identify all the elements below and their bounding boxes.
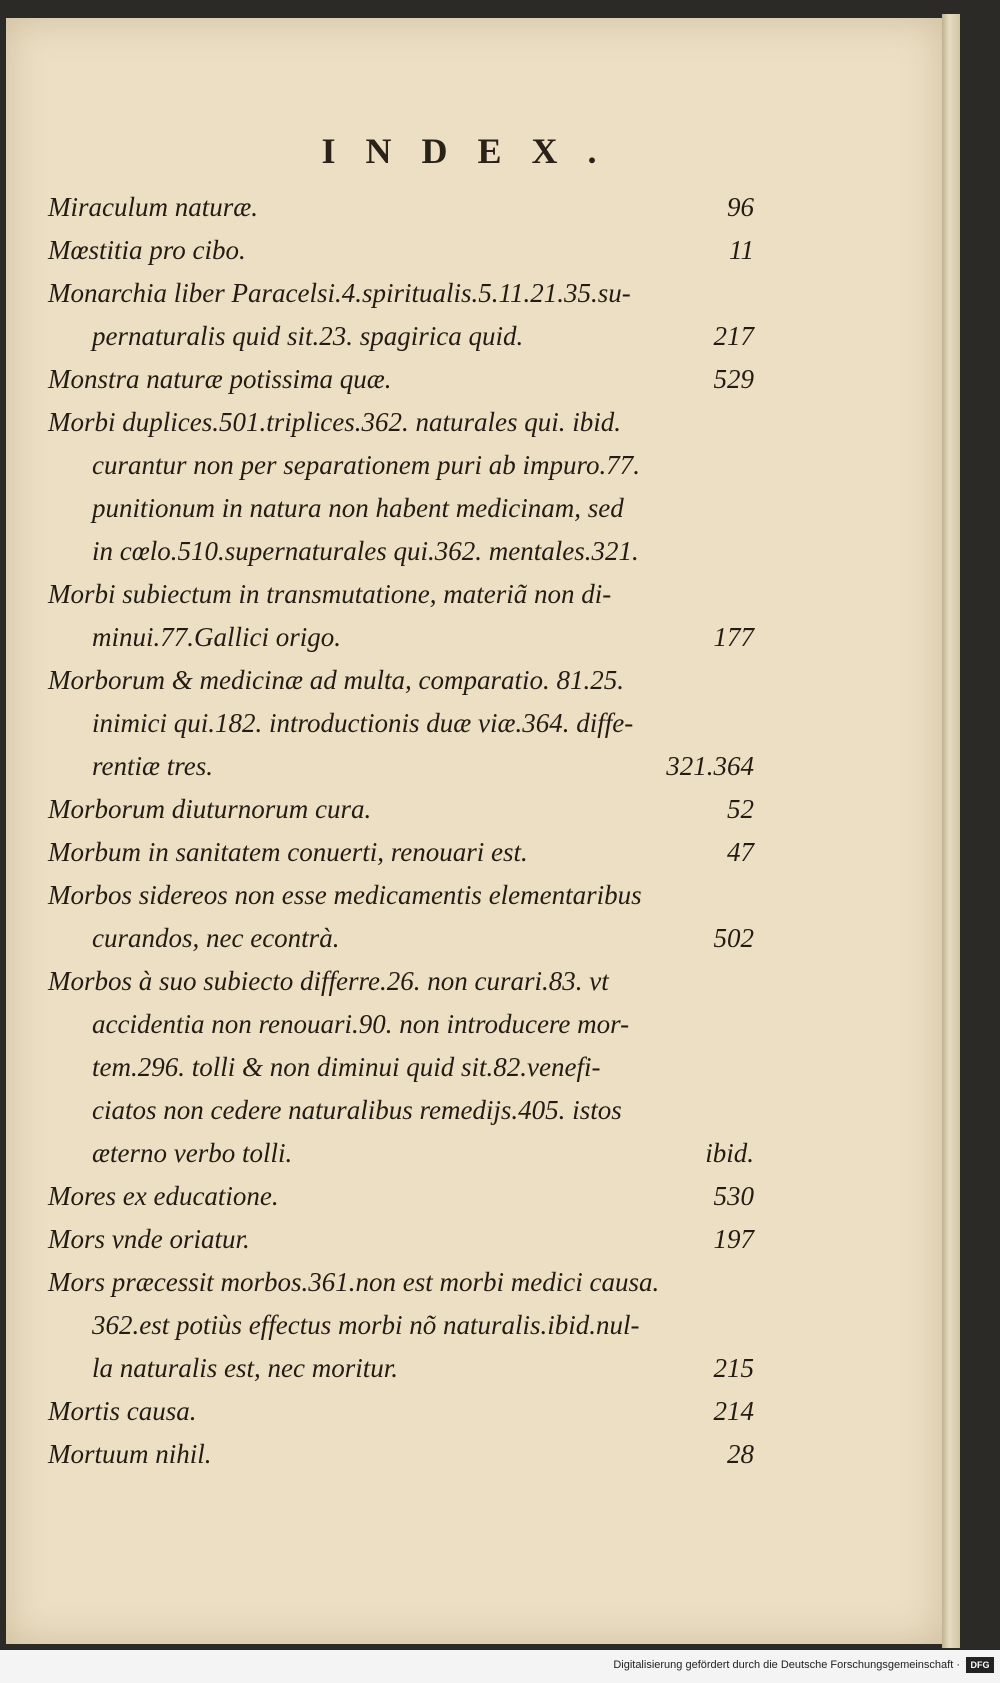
footer-credit: Digitalisierung gefördert durch die Deutsche Forschungsgemeinschaft · bbox=[613, 1659, 960, 1671]
index-line bbox=[48, 315, 754, 358]
page-reference: 529 bbox=[713, 364, 754, 394]
index-text: Miraculum naturæ. bbox=[48, 192, 259, 222]
index-text: Mortuum nihil. bbox=[48, 1439, 212, 1469]
page-reference: 530 bbox=[713, 1181, 754, 1211]
index-entry bbox=[48, 186, 754, 229]
index-text: pernaturalis quid sit.23. spagirica quid. bbox=[92, 321, 524, 351]
index-entry bbox=[48, 1390, 754, 1433]
index-text: curandos, nec econtrà. bbox=[92, 923, 340, 953]
index-text: ciatos non cedere naturalibus remedijs.405. istos bbox=[92, 1095, 622, 1125]
index-text: Mors præcessit morbos.361.non est morbi medici causa. bbox=[48, 1267, 660, 1297]
index-line bbox=[48, 358, 754, 401]
index-text: Morbum in sanitatem conuerti, renouari est. bbox=[48, 837, 528, 867]
index-entry bbox=[48, 573, 754, 659]
index-entry bbox=[48, 1218, 754, 1261]
page-reference: 321.364 bbox=[666, 751, 754, 781]
index-line bbox=[48, 573, 754, 616]
index-text: punitionum in natura non habent medicinam, sed bbox=[92, 493, 624, 523]
page-reference: 11 bbox=[729, 235, 754, 265]
index-text: Mors vnde oriatur. bbox=[48, 1224, 250, 1254]
index-text: in cœlo.510.supernaturales qui.362. mentales.321. bbox=[92, 536, 639, 566]
index-text: Morbi duplices.501.triplices.362. naturales qui. ibid. bbox=[48, 407, 621, 437]
index-line bbox=[48, 917, 754, 960]
index-text: curantur non per separationem puri ab impuro.77. bbox=[92, 450, 640, 480]
index-line bbox=[48, 659, 754, 702]
index-text: Mortis causa. bbox=[48, 1396, 197, 1426]
index-entry bbox=[48, 1261, 754, 1390]
index-text: æterno verbo tolli. bbox=[92, 1138, 293, 1168]
index-entry bbox=[48, 358, 754, 401]
index-line bbox=[48, 444, 754, 487]
index-line bbox=[48, 530, 754, 573]
index-line bbox=[48, 401, 754, 444]
index-text: minui.77.Gallici origo. bbox=[92, 622, 341, 652]
index-text: accidentia non renouari.90. non introducere mor- bbox=[92, 1009, 630, 1039]
index-line bbox=[48, 788, 754, 831]
index-text: Morbi subiectum in transmutatione, materiã non di- bbox=[48, 579, 612, 609]
index-entry bbox=[48, 874, 754, 960]
book-page bbox=[6, 18, 942, 1644]
index-line bbox=[48, 745, 754, 788]
index-text: Morborum diuturnorum cura. bbox=[48, 794, 372, 824]
index-line bbox=[48, 1304, 754, 1347]
index-line bbox=[48, 874, 754, 917]
index-line bbox=[48, 1433, 754, 1476]
index-line bbox=[48, 1390, 754, 1433]
index-text: 362.est potiùs effectus morbi nõ naturalis.ibid.nul- bbox=[92, 1310, 640, 1340]
index-entry bbox=[48, 788, 754, 831]
index-entry bbox=[48, 831, 754, 874]
dfg-logo: DFG bbox=[966, 1657, 994, 1673]
index-entry bbox=[48, 1175, 754, 1218]
index-line bbox=[48, 1347, 754, 1390]
index-text: Morbos sidereos non esse medicamentis elementaribus bbox=[48, 880, 642, 910]
index-line bbox=[48, 487, 754, 530]
page-reference: 217 bbox=[713, 321, 754, 351]
index-line bbox=[48, 702, 754, 745]
index-text: la naturalis est, nec moritur. bbox=[92, 1353, 399, 1383]
index-text: inimici qui.182. introductionis duæ viæ.364. diffe- bbox=[92, 708, 634, 738]
index-line bbox=[48, 1175, 754, 1218]
index-entry bbox=[48, 272, 754, 358]
index-line bbox=[48, 272, 754, 315]
page-reference: 197 bbox=[713, 1224, 754, 1254]
page-reference: 28 bbox=[727, 1439, 754, 1469]
page-reference: 214 bbox=[713, 1396, 754, 1426]
page-reference: 502 bbox=[713, 923, 754, 953]
page-reference: 215 bbox=[713, 1353, 754, 1383]
page-reference: ibid. bbox=[705, 1138, 754, 1168]
index-entry bbox=[48, 401, 754, 573]
index-line bbox=[48, 1003, 754, 1046]
index-text: Monarchia liber Paracelsi.4.spiritualis.5.11.21.35.su- bbox=[48, 278, 631, 308]
index-line bbox=[48, 616, 754, 659]
page-reference: 47 bbox=[727, 837, 754, 867]
index-line bbox=[48, 186, 754, 229]
index-entry bbox=[48, 1433, 754, 1476]
index-text: Mœstitia pro cibo. bbox=[48, 235, 246, 265]
page-title: INDEX. bbox=[321, 131, 627, 171]
index-line bbox=[48, 831, 754, 874]
index-text: Mores ex educatione. bbox=[48, 1181, 279, 1211]
index-line bbox=[48, 960, 754, 1003]
index-entry bbox=[48, 659, 754, 788]
index-text: rentiæ tres. bbox=[92, 751, 213, 781]
index-line bbox=[48, 1046, 754, 1089]
page-reference: 96 bbox=[727, 192, 754, 222]
index-entry bbox=[48, 960, 754, 1175]
index-line bbox=[48, 1261, 754, 1304]
index-line bbox=[48, 1132, 754, 1175]
footer-bar bbox=[0, 1650, 1000, 1683]
index-line bbox=[48, 1218, 754, 1261]
index-entries bbox=[48, 186, 754, 1476]
page-reference: 52 bbox=[727, 794, 754, 824]
index-text: Morborum & medicinæ ad multa, comparatio. 81.25. bbox=[48, 665, 624, 695]
index-entry bbox=[48, 229, 754, 272]
page-edge bbox=[942, 14, 960, 1648]
index-text: Morbos à suo subiecto differre.26. non curari.83. vt bbox=[48, 966, 609, 996]
index-text: Monstra naturæ potissima quæ. bbox=[48, 364, 392, 394]
page-reference: 177 bbox=[713, 622, 754, 652]
index-text: tem.296. tolli & non diminui quid sit.82.venefi- bbox=[92, 1052, 601, 1082]
index-line bbox=[48, 1089, 754, 1132]
index-line bbox=[48, 229, 754, 272]
